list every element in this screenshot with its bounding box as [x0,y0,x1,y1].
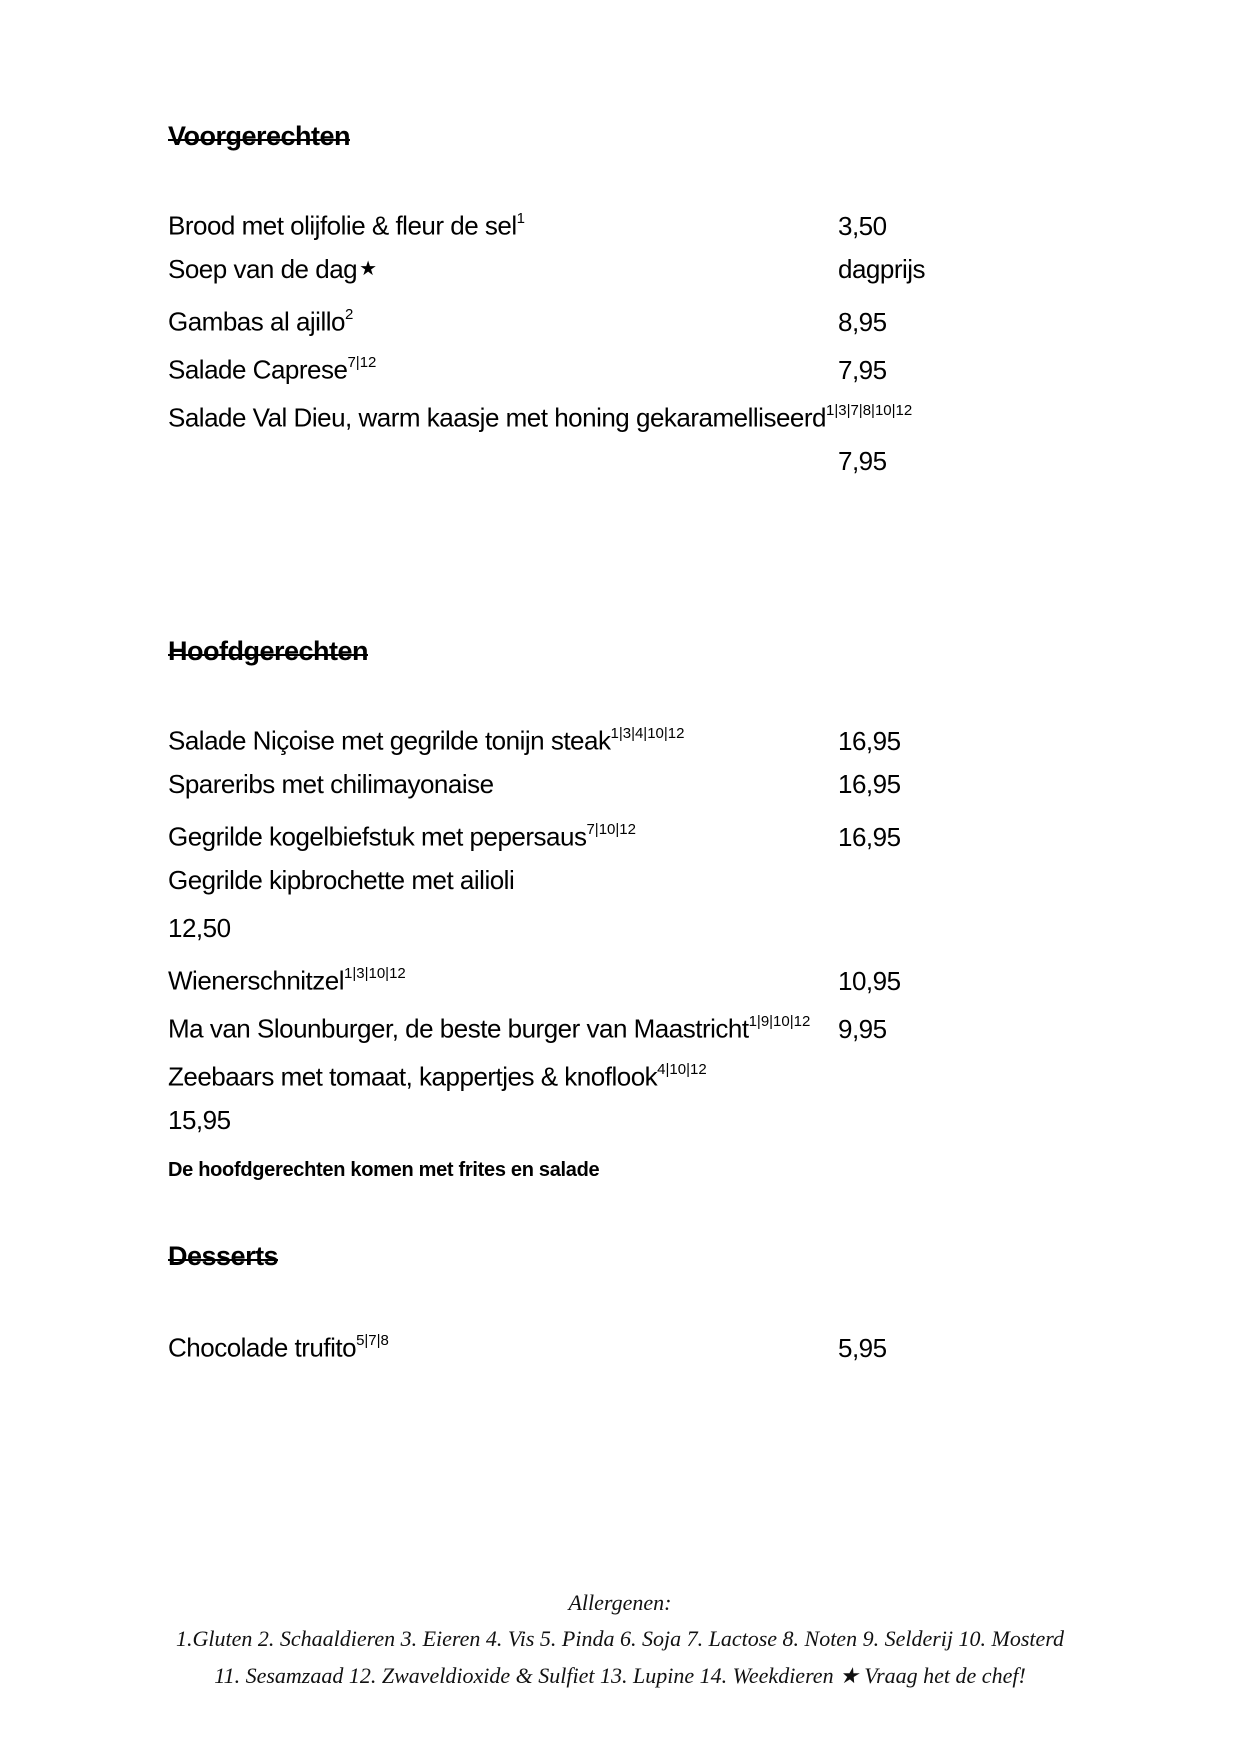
menu-item-zeebaars [168,1048,958,1096]
dish-name-text: Wienerschnitzel [168,965,345,996]
dish-name [168,245,838,296]
allergen-line-1: 1.Gluten 2. Schaaldieren 3. Eieren 4. Vis 5. Pinda 6. Soja 7. Lactose 8. Noten 9. Selderij 10. Mosterd [175,1626,1065,1651]
allergen-superscript: 1|3|10|12 [344,965,406,982]
menu-content [168,0,958,1367]
starters-section-header [168,121,958,151]
menu-item-gambas [168,293,958,341]
dish-name [168,808,838,861]
dish-price: 16,95 [838,725,901,756]
allergen-superscript: 7|12 [347,354,377,371]
desserts-list [168,1319,958,1367]
menu-item-nicoise [168,712,958,760]
menu-item-brood [168,197,958,245]
dish-name-text: Salade Caprese [168,354,348,385]
menu-item-spareribs [168,760,958,808]
dish-name-text: Gegrilde kipbrochette met ailioli [168,865,515,895]
dish-name-text: Chocolade trufito [168,1332,357,1363]
allergen-line-2: 11. Sesamzaad 12. Zwaveldioxide & Sulfiet 13. Lupine 14. Weekdieren ★ Vraag het de chef! [214,1663,1026,1688]
menu-item-slounburger [168,1000,958,1048]
dish-name [168,1319,838,1372]
mains-heading: Hoofdgerechten [168,636,369,666]
dish-price: dagprijs [838,254,926,284]
dish-name [168,1048,958,1101]
dish-name-text: Brood met olijfolie & fleur de sel [168,210,517,241]
dish-price: 10,95 [838,965,901,996]
dish-name-text: Soep van de dag [168,254,358,284]
menu-item-zeebaars-price: 15,95 [168,1105,231,1135]
allergen-superscript: 7|10|12 [586,821,636,838]
dish-name-text: Gambas al ajillo [168,306,345,337]
dish-name [168,712,838,765]
allergen-footer [0,1586,1240,1754]
allergen-title: Allergenen: [568,1590,672,1615]
dish-price: 9,95 [838,1013,887,1044]
chef-star-icon: ★ [359,258,377,280]
dish-name [168,760,838,808]
menu-item-caprese [168,341,958,389]
dish-name [168,1000,838,1053]
allergen-superscript: 1 [516,210,525,227]
allergen-superscript: 4|10|12 [657,1061,707,1078]
menu-item-val-dieu [168,389,958,437]
dish-name-text: Spareribs met chilimayonaise [168,769,494,799]
allergen-superscript: 5|7|8 [356,1332,389,1349]
dish-price: 16,95 [838,821,901,852]
mains-list [168,712,958,1190]
allergen-superscript: 1|3|7|8|10|12 [825,402,913,419]
dish-price: 5,95 [838,1332,887,1363]
desserts-section-header [168,1241,958,1271]
mains-section-header [168,636,958,666]
dish-name-text: Salade Val Dieu, warm kaasje met honing gekaramelliseerd [168,402,826,433]
dish-price: 7,95 [838,446,887,476]
menu-item-kogelbiefstuk [168,808,958,856]
menu-item-soep [168,245,958,293]
menu-item-kipbrochette-price: 12,50 [168,913,231,943]
dish-name-text: Gegrilde kogelbiefstuk met pepersaus [168,821,587,852]
starters-heading: Voorgerechten [168,121,351,151]
dish-name-text: Ma van Slounburger, de beste burger van Maastricht [168,1013,749,1044]
allergen-superscript: 1|3|4|10|12 [610,725,685,742]
menu-item-val-dieu-price-row [168,437,958,485]
dish-price: 16,95 [838,769,901,799]
dish-price: 8,95 [838,306,887,337]
menu-item-trufito [168,1319,958,1367]
menu-item-kipbrochette [168,856,958,904]
allergen-superscript: 1|9|10|12 [748,1013,811,1030]
dish-name [168,952,838,1005]
allergen-superscript: 2 [344,306,354,323]
starters-list [168,197,958,485]
dish-name [168,293,838,346]
menu-item-wienerschnitzel [168,952,958,1000]
dish-price: 7,95 [838,354,887,385]
mains-note: De hoofdgerechten komen met frites en salade [168,1159,600,1181]
dish-name-text: Zeebaars met tomaat, kappertjes & knoflook [168,1061,658,1092]
desserts-heading: Desserts [168,1241,279,1271]
dish-name [168,197,838,250]
dish-name [168,341,838,394]
dish-price: 3,50 [838,210,887,241]
dish-name [168,856,958,904]
dish-name [168,389,958,442]
dish-name-text: Salade Niçoise met gegrilde tonijn steak [168,725,611,756]
